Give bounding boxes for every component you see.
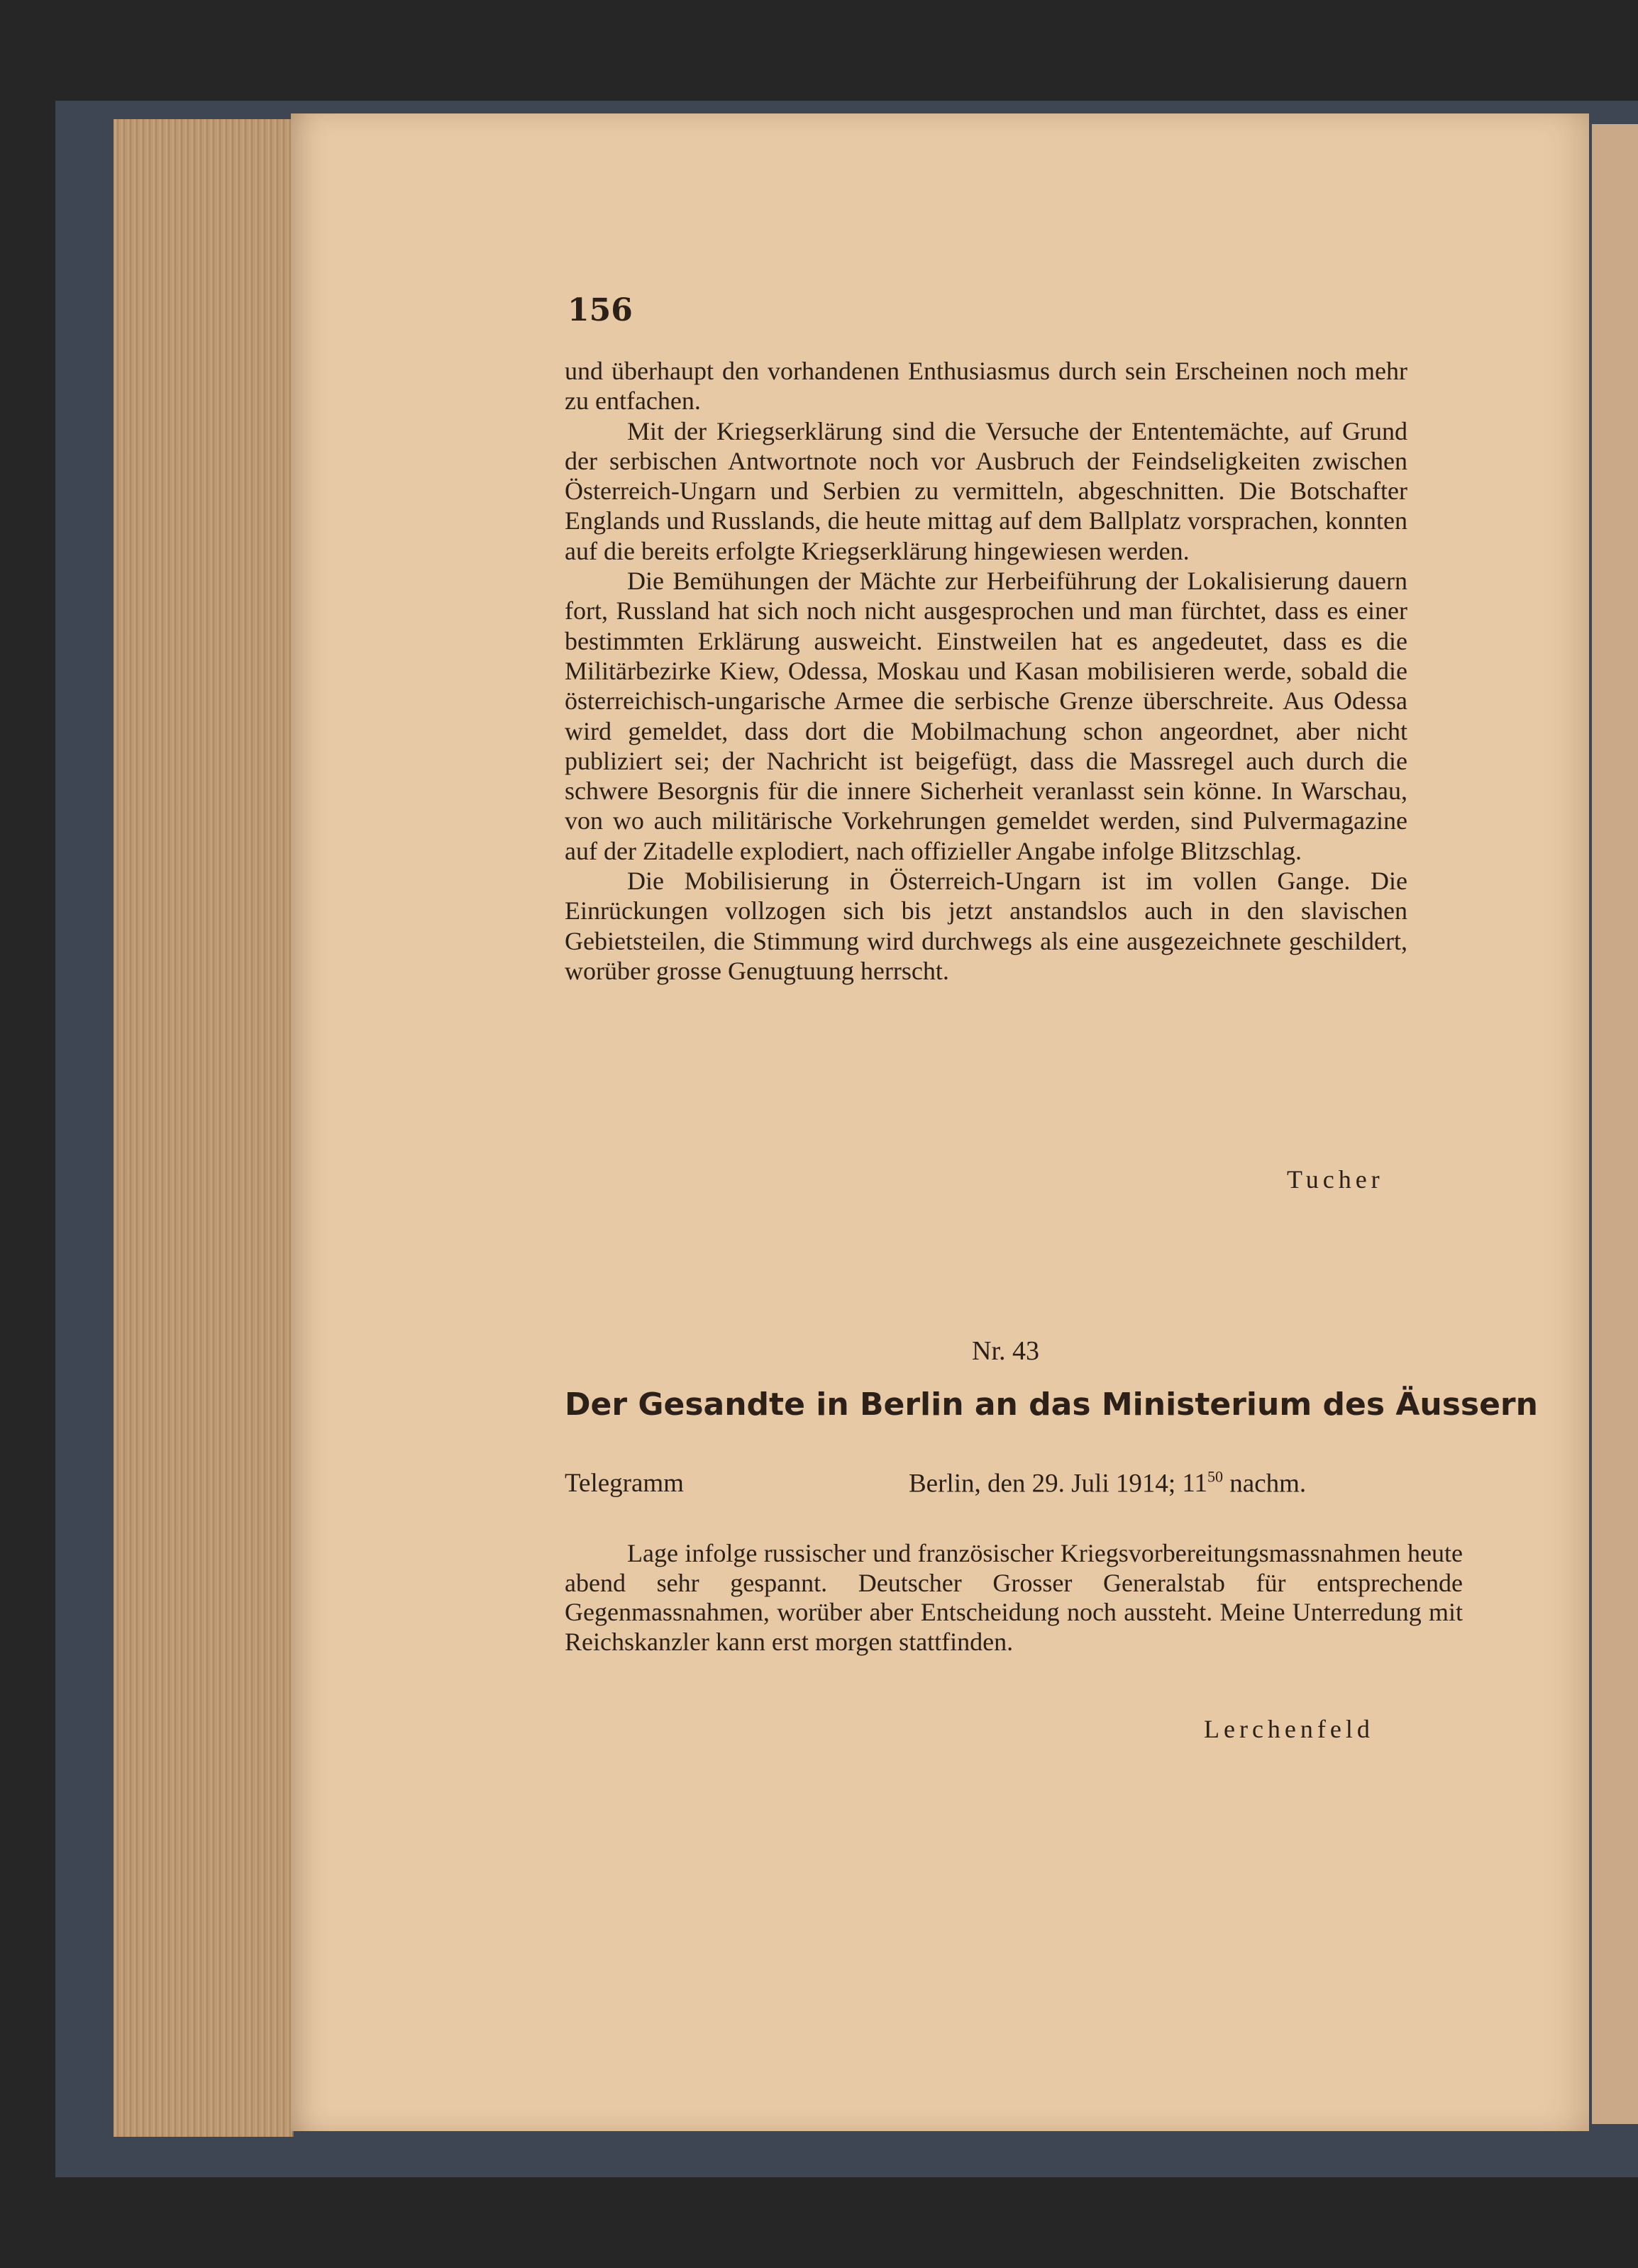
page-number: 156 [568, 292, 633, 328]
signature-tucher: Tucher [1287, 1165, 1384, 1194]
paragraph: und überhaupt den vorhandenen Enthusiasmus durch sein Erscheinen noch mehr zu entfachen. [565, 357, 1407, 416]
telegram-label: Telegramm [565, 1469, 684, 1498]
place-date: Berlin, den 29. Juli 1914; [909, 1469, 1176, 1499]
telegram-body [565, 1539, 1463, 1657]
document-heading: Der Gesandte in Berlin an das Ministerium des Äussern [565, 1386, 1538, 1423]
continuation-text [565, 356, 1407, 986]
telegram-place-date [909, 1468, 1306, 1499]
paragraph: Die Mobilisierung in Österreich-Ungarn ist im vollen Gange. Die Einrückungen vollzogen sich bis jetzt anstandslos auch in den slavischen Gebietsteilen, die Stimmung wird durchwegs als eine ausgezeichnete geschildert, worüber grosse Genugtuung herrscht. [565, 867, 1407, 985]
facing-page-edge [1592, 124, 1638, 2124]
document-number: Nr. 43 [972, 1336, 1039, 1366]
paragraph: Mit der Kriegserklärung sind die Versuche der Ententemächte, auf Grund der serbischen Antwortnote noch vor Ausbruch der Feindseligkeiten zwischen Österreich-Ungarn und Serbien zu vermitteln, abgeschnitten. Die Botschafter Englands und Russlands, die heute mittag auf dem Ballplatz vorsprachen, konnten auf die bereits erfolgte Kriegserklärung hingewiesen werden. [565, 416, 1407, 565]
page-edges [114, 119, 294, 2137]
paragraph: Die Bemühungen der Mächte zur Herbeiführung der Lokalisierung dauern fort, Russland hat sich noch nicht ausgesprochen und man fürchtet, dass es einer bestimmten Erklärung ausweicht. Einstweilen hat es angedeutet, dass es die Militärbezirke Kiew, Odessa, Moskau und Kasan mobilisieren werde, sobald die österreichisch-ungarische Armee die serbische Grenze überschreite. Aus Odessa wird gemeldet, dass dort die Mobilmachung schon angeordnet, aber nicht publiziert sei; der Nachricht ist beigefügt, dass die Massregel auch durch die schwere Besorgnis für die innere Sicherheit veranlasst sein könne. In Warschau, von wo auch militärische Vorkehrungen gemeldet werden, sind Pulvermagazine auf der Zitadelle explodiert, nach offizieller Angabe infolge Blitzschlag. [565, 567, 1407, 865]
time: $11^{50}$ [1182, 1468, 1224, 1499]
time-suffix: nachm. [1229, 1469, 1307, 1499]
paragraph: Lage infolge russischer und französischer Kriegsvorbereitungsmassnahmen heute abend sehr gespannt. Deutscher Grosser Generalstab für entsprechende Gegenmassnahmen, worüber aber Entscheidung noch aussteht. Meine Unterredung mit Reichskanzler kann erst morgen stattfinden. [565, 1539, 1463, 1656]
signature-lerchenfeld: Lerchenfeld [1204, 1715, 1374, 1743]
